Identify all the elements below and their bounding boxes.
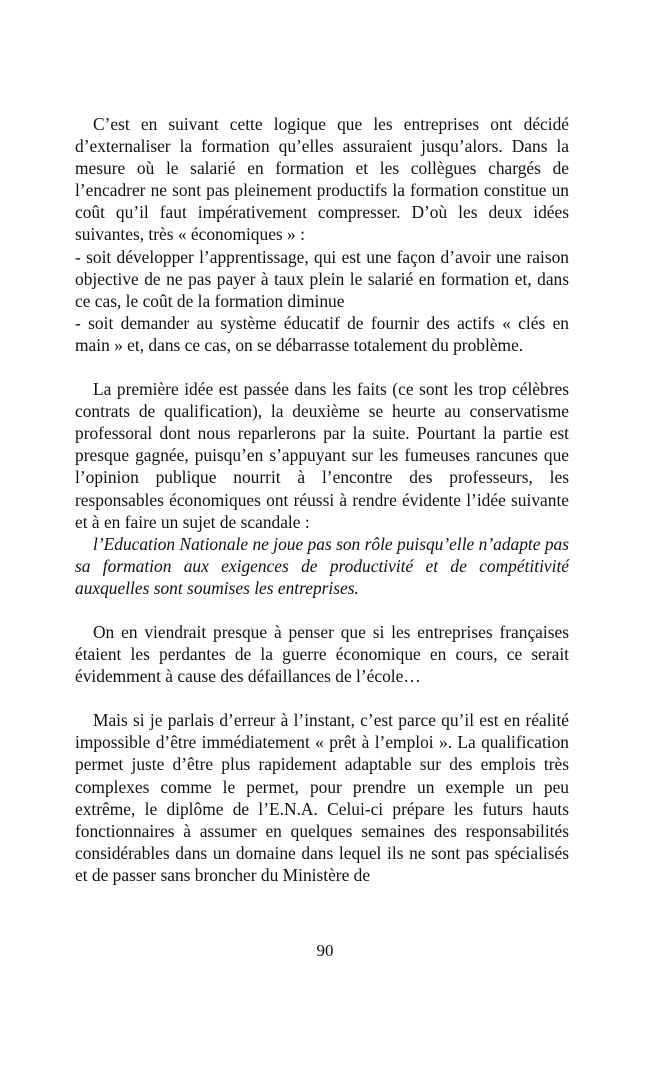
paragraph-4: Mais si je parlais d’erreur à l’instant, c’est parce qu’il est en réalité impossible d’être immédiatement « prêt à l’emploi ». La qualification permet juste d’être plus rapidement adaptable sur des emplois très complexes comme le permet, pour prendre un exemple un peu extrême, le diplôme de l’E.N.A. Celui-ci prépare les futurs hauts fonctionnaires à assumer en quelques semaines des responsabilités considérables dans un domaine dans lequel ils ne sont pas spécialisés et de passer sans broncher du Ministère de bbox=[75, 710, 569, 885]
page-body bbox=[75, 113, 569, 886]
italic-quote: l’Education Nationale ne joue pas son rôle puisqu’elle n’adapte pas sa formation aux exigences de productivité et de compétitivité auxquelles sont soumises les entreprises. bbox=[75, 533, 569, 598]
list-item-apprentissage: - soit développer l’apprentissage, qui est une façon d’avoir une raison objective de ne pas payer à taux plein le salarié en formation et, dans ce cas, le coût de la formation diminue bbox=[75, 246, 569, 311]
page-number: 90 bbox=[316, 941, 334, 960]
paragraph-3: On en viendrait presque à penser que si les entreprises françaises étaient les perdantes de la guerre économique en cours, ce serait évidemment à cause des défaillances de l’école… bbox=[75, 621, 569, 687]
paragraph-1: C’est en suivant cette logique que les entreprises ont décidé d’externaliser la formation qu’elles assuraient jusqu’alors. Dans la mesure où le salarié en formation et les collègues chargés de l’encadrer ne sont pas pleinement productifs la formation constitue un coût qu’il faut impérativement compresser. D’où les deux idées suivantes, très « économiques » : bbox=[75, 114, 569, 245]
paragraph-2: La première idée est passée dans les faits (ce sont les trop célèbres contrats de qualification), la deuxième se heurte au conservatisme professoral dont nous reparlerons par la suite. Pourtant la partie est presque gagnée, puisqu’en s’appuyant sur les fumeuses rancunes que l’opinion publique nourrit à l’encontre des professeurs, les responsables économiques ont réussi à rendre évidente l’idée suivante et à en faire un sujet de scandale : bbox=[75, 379, 569, 532]
list-item-systeme-educatif: - soit demander au système éducatif de fournir des actifs « clés en main » et, dans ce cas, on se débarrasse totalement du problème. bbox=[75, 312, 569, 355]
